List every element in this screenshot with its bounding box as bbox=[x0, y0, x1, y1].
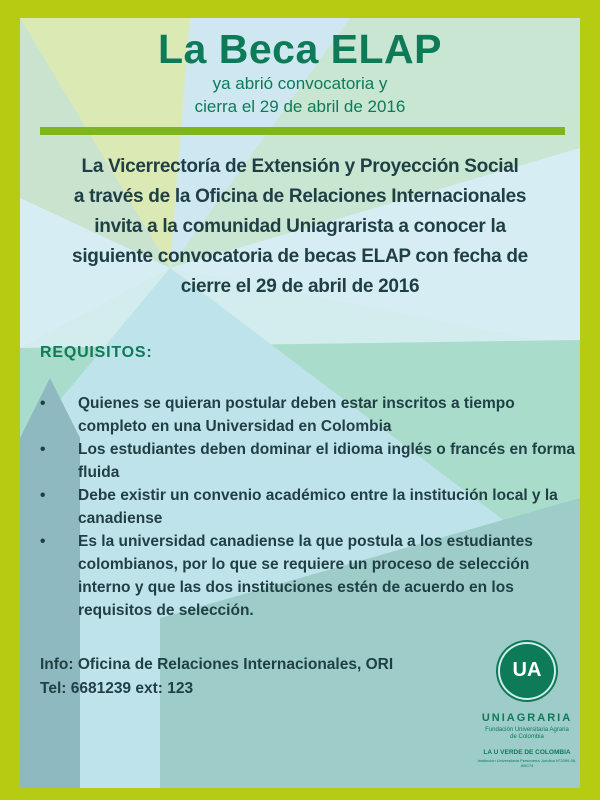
poster-title: La Beca ELAP bbox=[158, 26, 442, 72]
list-item bbox=[38, 530, 578, 622]
logo-name: UNIAGRARIA bbox=[481, 712, 573, 724]
poster-subtitle bbox=[20, 72, 580, 118]
intro-line: cierre el 29 de abril de 2016 bbox=[180, 276, 420, 297]
logo-subtitle-line: Fundación Universitaria Agraria bbox=[485, 727, 569, 733]
subtitle-line: cierra el 29 de abril de 2016 bbox=[194, 97, 406, 116]
requirement-text: Quienes se quieran postular deben estar inscritos a tiempo completo en una Universidad en Colombia bbox=[78, 395, 515, 435]
requirement-text: Debe existir un convenio académico entre la institución local y la canadiense bbox=[78, 487, 558, 527]
bullet-icon: • bbox=[40, 487, 46, 504]
list-item bbox=[38, 484, 578, 530]
divider-rule bbox=[40, 127, 565, 135]
poster-panel bbox=[20, 18, 580, 788]
logo-subtitle bbox=[472, 727, 580, 741]
requirement-text: Es la universidad canadiense la que postula a los estudiantes colombianos, por lo que se requiere un proceso de selección interno y que las dos instituciones estén de acuerdo en los requisitos de selección. bbox=[78, 533, 533, 619]
list-item bbox=[38, 438, 578, 484]
logo-subtitle-line: de Colombia bbox=[510, 734, 544, 740]
bullet-icon: • bbox=[40, 533, 46, 550]
intro-line: a través de la Oficina de Relaciones Internacionales bbox=[73, 186, 527, 207]
intro-line: invita a la comunidad Uniagrarista a conocer la bbox=[94, 216, 506, 237]
bullet-icon: • bbox=[40, 441, 46, 458]
requirements-heading: REQUISITOS: bbox=[40, 344, 153, 361]
logo-fine-print: Institución Universitaria Personería Jurídica N°2099-06-ABC74 bbox=[477, 758, 577, 768]
logo-monogram: UA bbox=[512, 659, 542, 681]
list-item bbox=[38, 392, 578, 438]
requirement-text: Los estudiantes deben dominar el idioma inglés o francés en forma fluida bbox=[78, 441, 575, 481]
requirements-list bbox=[38, 392, 578, 622]
poster-content bbox=[20, 18, 580, 788]
intro-line: La Vicerrectoría de Extensión y Proyección Social bbox=[81, 156, 519, 177]
ua-monogram-icon bbox=[500, 644, 554, 698]
intro-paragraph bbox=[32, 152, 568, 302]
logo-tagline: LA U VERDE DE COLOMBIA bbox=[483, 749, 571, 756]
bullet-icon: • bbox=[40, 395, 46, 412]
subtitle-line: ya abrió convocatoria y bbox=[212, 74, 388, 93]
intro-line: siguiente convocatoria de becas ELAP con fecha de bbox=[72, 246, 528, 267]
contact-info bbox=[40, 653, 393, 701]
contact-office: Info: Oficina de Relaciones Internacionales, ORI bbox=[40, 656, 394, 673]
contact-phone: Tel: 6681239 ext: 123 bbox=[40, 680, 194, 697]
uniagraria-logo bbox=[472, 644, 580, 784]
